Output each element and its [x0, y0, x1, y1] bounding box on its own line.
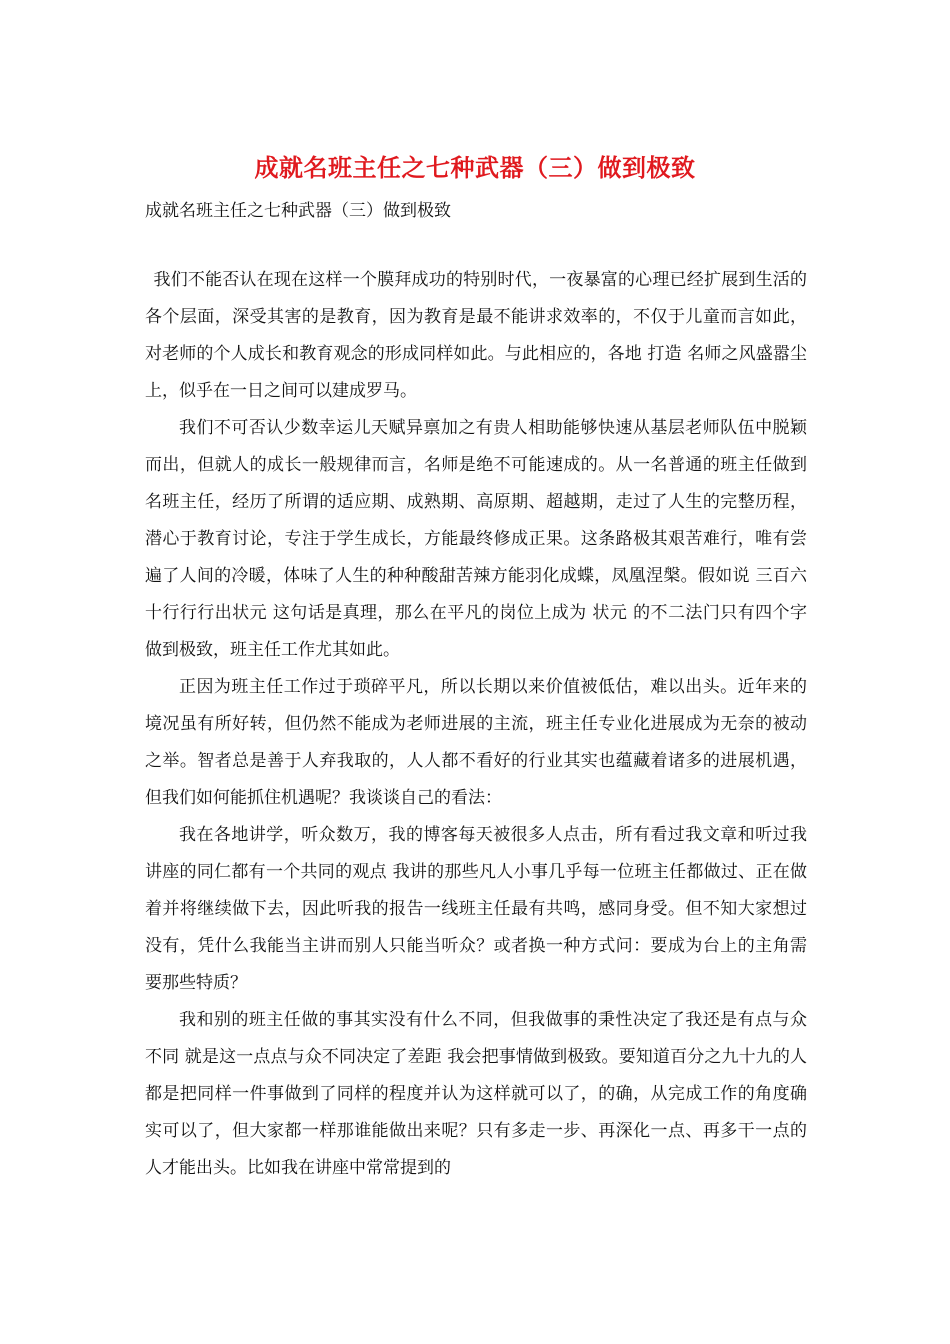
document-subtitle: 成就名班主任之七种武器（三）做到极致 — [145, 201, 451, 221]
paragraph-1: 我们不能否认在现在这样一个膜拜成功的特别时代，一夜暴富的心理已经扩展到生活的各个层面，深受其害的是教育，因为教育是最不能讲求效率的，不仅于儿童而言如此，对老师的个人成长和教育观念的形成同样如此。与此相应的，各地 打造 名师之风盛嚣尘上，似乎在一日之间可以建成罗马。 — [145, 270, 807, 401]
paragraph-5: 我和别的班主任做的事其实没有什么不同，但我做事的秉性决定了我还是有点与众不同 就是这一点点与众不同决定了差距 我会把事情做到极致。要知道百分之九十九的人都是把同样一件事做到了同样的程度并认为这样就可以了，的确，从完成工作的角度确实可以了，但大家都一样那谁能做出来呢？只有多走一步、再深化一点、再多干一点的人才能出头。比如我在讲座中常常提到的 — [145, 1010, 807, 1178]
paragraph-3: 正因为班主任工作过于琐碎平凡，所以长期以来价值被低估，难以出头。近年来的境况虽有所好转，但仍然不能成为老师进展的主流，班主任专业化进展成为无奈的被动之举。智者总是善于人弃我取的，人人都不看好的行业其实也蕴藏着诸多的进展机遇，但我们如何能抓住机遇呢？我谈谈自己的看法： — [145, 677, 807, 808]
document-title: 成就名班主任之七种武器（三）做到极致 — [254, 153, 696, 182]
paragraph-2: 我们不可否认少数幸运儿天赋异禀加之有贵人相助能够快速从基层老师队伍中脱颖而出，但就人的成长一般规律而言，名师是绝不可能速成的。从一名普通的班主任做到名班主任，经历了所谓的适应期、成熟期、高原期、超越期，走过了人生的完整历程，潜心于教育讨论，专注于学生成长，方能最终修成正果。这条路极其艰苦难行，唯有尝遍了人间的冷暖，体味了人生的种种酸甜苦辣方能羽化成蝶，凤凰涅槃。假如说 三百六十行行行出状元 这句话是真理，那么在平凡的岗位上成为 状元 的不二法门只有四个字 做到极致，班主任工作尤其如此。 — [145, 418, 807, 660]
document-body — [145, 262, 807, 1187]
paragraph-4: 我在各地讲学，听众数万，我的博客每天被很多人点击，所有看过我文章和听过我讲座的同仁都有一个共同的观点 我讲的那些凡人小事几乎每一位班主任都做过、正在做着并将继续做下去，因此听我的报告一线班主任最有共鸣，感同身受。但不知大家想过没有，凭什么我能当主讲而别人只能当听众？或者换一种方式问：要成为台上的主角需要那些特质？ — [145, 825, 807, 993]
